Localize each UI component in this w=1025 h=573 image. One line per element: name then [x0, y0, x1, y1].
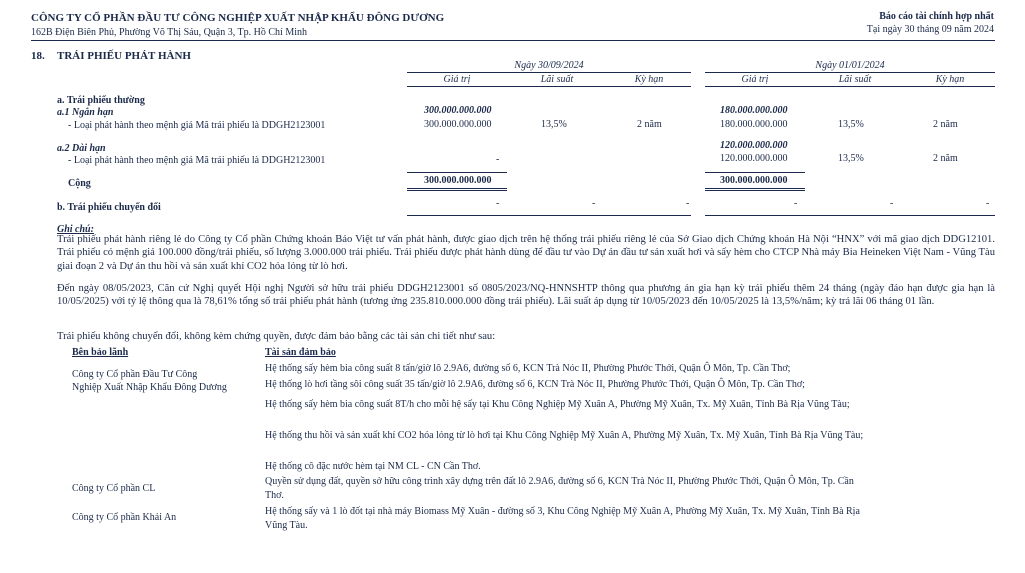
- row-b-p2-value: -: [794, 198, 798, 209]
- b-p2-underline: [705, 215, 995, 216]
- guarantor-1-asset-4: Hệ thống thu hồi và sản xuất khí CO2 hóa lỏng từ lò hơi tại Khu Công Nghiệp Mỹ Xuân A, Phường Mỹ Xuân, Tx. Mỹ Xuân, Tỉnh Bà Rịa Vũng Tàu;: [265, 430, 864, 441]
- guarantor-3-asset-line1: Hệ thống sấy và 1 lò đốt tại nhà máy Biomass Mỹ Xuân - đường số 3, Khu Công Nghiệp Mỹ Xuân A, Phường Mỹ Xuân, Tx. Mỹ Xuân, Tỉnh Bà Rịa: [265, 506, 860, 517]
- row-a2-total-p2: 120.000.000.000: [720, 140, 788, 151]
- row-a1-item-p1-term: 2 năm: [637, 119, 662, 130]
- row-a1-item-p2-term: 2 năm: [933, 119, 958, 130]
- row-a2-item-p2-term: 2 năm: [933, 153, 958, 164]
- p2-colhead-divider: [705, 86, 995, 87]
- row-b-p2-rate: -: [890, 198, 894, 209]
- guarantor-2-asset-line2: Thơ.: [265, 490, 284, 501]
- notes-paragraph-3: Trái phiếu không chuyển đổi, không kèm chứng quyền, được đảm bảo bằng các tài sản chi tiết như sau:: [57, 331, 496, 342]
- row-sum-p2: 300.000.000.000: [720, 175, 788, 186]
- guarantor-1-asset-1: Hệ thống sấy hèm bia công suất 8 tấn/giờ lô 2.9A6, đường số 6, KCN Trà Nóc II, Phường Phước Thới, Quận Ô Môn, Tp. Cần Thơ;: [265, 363, 791, 374]
- company-name: CÔNG TY CỔ PHẦN ĐẦU TƯ CÔNG NGHIỆP XUẤT NHẬP KHẨU ĐÔNG DƯƠNG: [31, 12, 445, 24]
- company-address: 162B Điện Biên Phủ, Phường Võ Thị Sáu, Quận 3, Tp. Hồ Chí Minh: [31, 27, 308, 38]
- row-b-p1-rate: -: [592, 198, 596, 209]
- row-a1-item-p1-rate: 13,5%: [541, 119, 567, 130]
- period1-header: Ngày 30/09/2024: [514, 60, 584, 71]
- row-a2-item-label: - Loại phát hành theo mệnh giá Mã trái phiếu là DDGH2123001: [68, 155, 326, 166]
- row-b-p2-term: -: [986, 198, 990, 209]
- row-a-title: a. Trái phiếu thường: [57, 95, 145, 106]
- guarantor-1-asset-5: Hệ thống cô đặc nước hèm tại NM CL - CN Cần Thơ.: [265, 461, 481, 472]
- row-a1-item-p2-rate: 13,5%: [838, 119, 864, 130]
- guarantor-1-line2: Nghiệp Xuất Nhập Khẩu Đông Dương: [72, 382, 227, 393]
- sum-p1-topline: [407, 172, 507, 173]
- p1-col-value: Giá trị: [443, 74, 471, 85]
- section-title: TRÁI PHIẾU PHÁT HÀNH: [57, 50, 191, 62]
- report-title: Báo cáo tài chính hợp nhất: [879, 11, 994, 22]
- guarantor-1-line1: Công ty Cổ phần Đầu Tư Công: [72, 369, 198, 380]
- row-a2-item-p2-rate: 13,5%: [838, 153, 864, 164]
- notes-paragraph-1: Trái phiếu phát hành riêng lẻ do Công ty Cổ phần Chứng khoán Bảo Việt tư vấn phát hành, được giao dịch trên hệ thống trái phiếu riêng lẻ của Sở Giao dịch Chứng khoán Hà Nội “HNX” với mã giao dịch DDG12101. Trái phiếu có mệnh giá 100.000 đồng/trái phiếu, số lượng 3.000.000 trái phiếu. Trái phiếu được phát hành dùng để đầu tư vào Dự án đầu tư sản xuất hơi và sấy hèm cho CTCP Nhà máy Bia Heineken Việt Nam - Vũng Tàu giai đoạn 2 và Dự án thu hồi và sản xuất khí CO2 hóa lỏng từ lò hơi.: [57, 234, 995, 272]
- header-divider: [31, 40, 995, 41]
- guarantor-1-asset-3: Hệ thống sấy hèm bia công suất 8T/h cho mỗi hệ sấy tại Khu Công Nghiệp Mỹ Xuân A, Phường Mỹ Xuân, Tx. Mỹ Xuân, Tỉnh Bà Rịa Vũng Tàu;: [265, 399, 850, 410]
- period1-divider: [407, 72, 691, 73]
- row-a1-item-p2-value: 180.000.000.000: [720, 119, 788, 130]
- p1-col-rate: Lãi suất: [540, 74, 574, 85]
- p2-col-value: Giá trị: [741, 74, 769, 85]
- guarantor-3: Công ty Cổ phần Khải An: [72, 512, 177, 523]
- row-b-title: b. Trái phiếu chuyển đổi: [57, 202, 161, 213]
- section-number: 18.: [31, 50, 45, 62]
- row-b-p1-value: -: [496, 198, 500, 209]
- sum-p2-underline2: [705, 190, 805, 191]
- period2-divider: [705, 72, 995, 73]
- row-a2-item-p1-value: -: [496, 154, 500, 165]
- b-p1-underline: [407, 215, 691, 216]
- guarantor-1-asset-2: Hệ thống lò hơi tầng sôi công suất 35 tấn/giờ lô 2.9A6, đường số 6, KCN Trà Nóc II, Phường Phước Thới, Quận Ô Môn, Tp. Cần Thơ;: [265, 379, 805, 390]
- sum-p1-underline2: [407, 190, 507, 191]
- row-a1-item-p1-value: 300.000.000.000: [424, 119, 492, 130]
- guarantor-3-asset-line2: Vũng Tàu.: [265, 520, 308, 531]
- period2-header: Ngày 01/01/2024: [815, 60, 885, 71]
- guarantor-2: Công ty Cổ phần CL: [72, 483, 156, 494]
- collateral-col-guarantor: Bên bảo lãnh: [72, 347, 129, 358]
- sum-p2-topline: [705, 172, 805, 173]
- p1-colhead-divider: [407, 86, 691, 87]
- row-b-p1-term: -: [686, 198, 690, 209]
- notes-title: Ghi chú:: [57, 224, 94, 235]
- collateral-col-asset: Tài sản đảm bảo: [265, 347, 336, 358]
- row-a1-total-p1: 300.000.000.000: [424, 105, 492, 116]
- row-a1-item-label: - Loại phát hành theo mệnh giá Mã trái phiếu là DDGH2123001: [68, 120, 326, 131]
- p2-col-rate: Lãi suất: [838, 74, 872, 85]
- p1-col-term: Kỳ hạn: [634, 74, 664, 85]
- row-a2-title: a.2 Dài hạn: [57, 143, 106, 154]
- row-a2-item-p2-value: 120.000.000.000: [720, 153, 788, 164]
- report-date: Tại ngày 30 tháng 09 năm 2024: [866, 24, 994, 35]
- sum-p1-underline1: [407, 188, 507, 189]
- row-sum-label: Cộng: [68, 178, 91, 189]
- p2-col-term: Kỳ hạn: [935, 74, 965, 85]
- row-a1-title: a.1 Ngắn hạn: [57, 107, 114, 118]
- notes-paragraph-2: Đến ngày 08/05/2023, Căn cứ Nghị quyết Hội nghị Người sở hữu trái phiếu DDGH2123001 số 0805/2023/NQ-HNNSHTP thông qua phương án gia hạn kỳ trái phiếu thêm 24 tháng (ngày đáo hạn được gia hạn là 10/05/2025) với tỷ lệ thông qua là 78,61% tổng số trái phiếu phát hành (tương ứng 235.810.000.000 đồng trái phiếu). Lãi suất áp dụng từ 10/05/2023 đến 10/05/2025 là 13,5%/năm; kỳ trả lãi 06 tháng 01 lần.: [57, 283, 995, 308]
- row-sum-p1: 300.000.000.000: [424, 175, 492, 186]
- guarantor-2-asset-line1: Quyền sử dụng đất, quyền sở hữu công trình xây dựng trên đất lô 2.9A6, đường số 6, KCN Trà Nóc II, Phường Phước Thới, Quận Ô Môn, Tp. Cần: [265, 476, 854, 487]
- row-a1-total-p2: 180.000.000.000: [720, 105, 788, 116]
- sum-p2-underline1: [705, 188, 805, 189]
